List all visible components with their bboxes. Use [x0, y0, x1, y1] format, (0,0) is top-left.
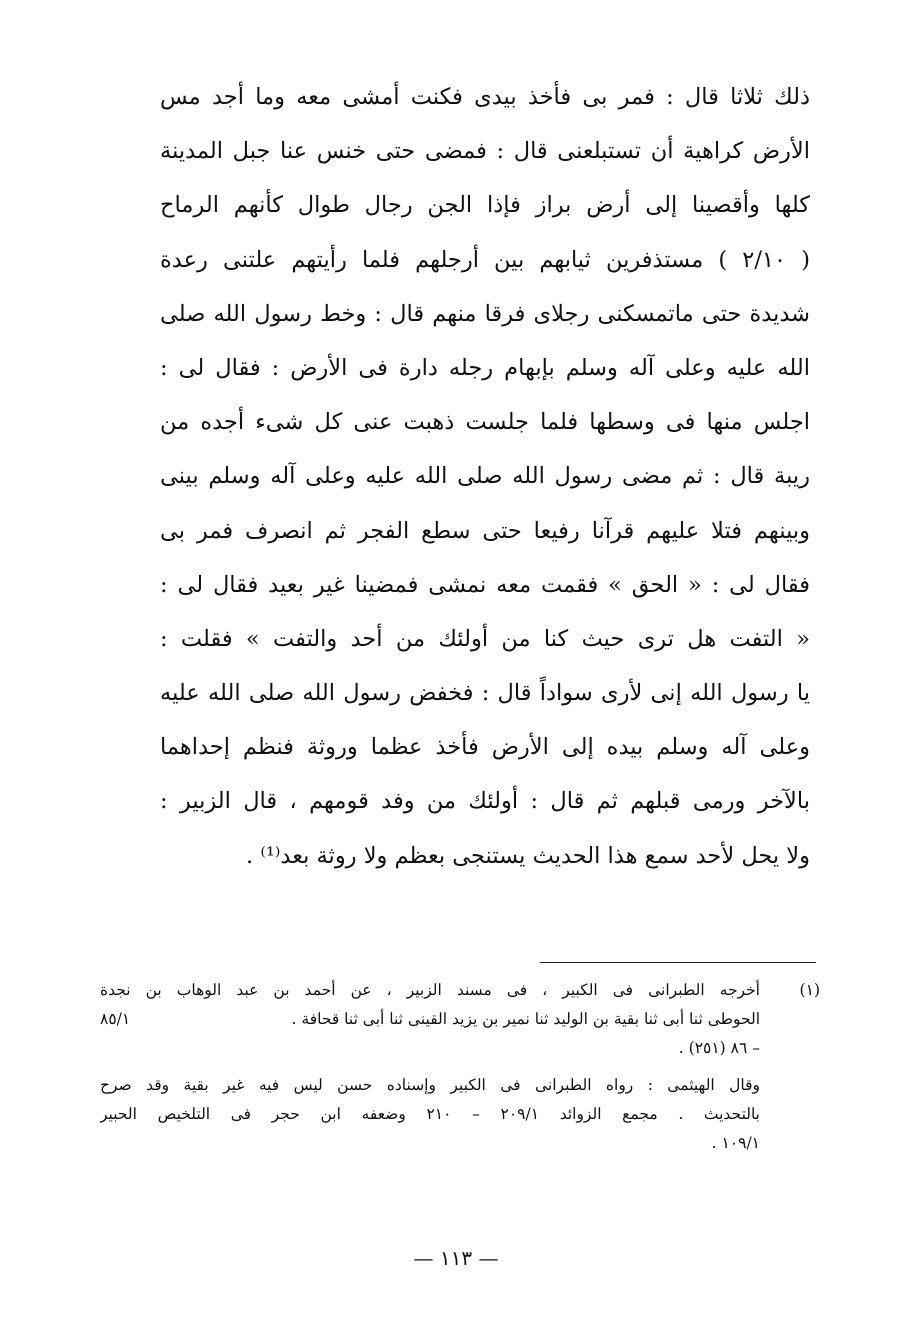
footnote-text: وقال الهيثمى : رواه الطبرانى فى الكبير وإسناده حسن ليس فيه غير بقية وقد صرح	[100, 1076, 760, 1094]
footnote-line	[100, 976, 820, 1005]
footnote-text: – ٨٦ (٢٥١) .	[678, 1039, 760, 1057]
footnote-line	[100, 1071, 820, 1100]
text-line: فقال لى : « الحق » فقمت معه نمشى فمضينا غير بعيد فقال لى :	[160, 571, 810, 598]
footnote-line	[100, 1100, 820, 1129]
text-line: ريبة قال : ثم مضى رسول الله صلى الله عليه وعلى آله وسلم بينى	[160, 463, 810, 490]
text-line: بالآخر ورمى قبلهم ثم قال : أولئك من وفد قومهم ، قال الزبير :	[160, 788, 810, 815]
text-line: وعلى آله وسلم بيده إلى الأرض فأخذ عظما وروثة فنظم إحداهما	[160, 734, 810, 761]
text-line: يا رسول الله إنى لأرى سواداً قال : فخفض رسول الله صلى الله عليه	[160, 680, 810, 707]
text-line: الله عليه وعلى آله وسلم بإبهام رجله دارة فى الأرض : فقال لى :	[160, 354, 810, 381]
footnote-line	[100, 1129, 820, 1158]
footnote-text: أخرجه الطبرانى فى الكبير ، فى مسند الزبير ، عن أحمد بن عبد الوهاب بن نجدة	[100, 981, 760, 999]
text-line: الأرض كراهية أن تستبلعنى قال : فمضى حتى خنس عنا جبل المدينة	[160, 138, 810, 165]
text-line: كلها وأقصينا إلى أرض براز فإذا الجن رجال طوال كأنهم الرماح	[160, 192, 810, 219]
footnote-text: بالتحديث . مجمع الزوائد ٢٠٩/١ – ٢١٠ وضعفه ابن حجر فى التلخيص الحبير	[100, 1105, 760, 1123]
text-line: ( ٢/١٠ ) مستذفرين ثيابهم بين أرجلهم فلما رأيتهم علتنى رعدة	[160, 246, 810, 273]
text-line: شديدة حتى ماتمسكنى رجلاى فرقا منهم قال : وخط رسول الله صلى	[160, 300, 810, 327]
page-number: — ١١٣ —	[413, 1246, 499, 1270]
footnote-line	[100, 1034, 820, 1063]
text-line: « التفت هل ترى حيث كنا من أولئك من أحد والتفت » فقلت :	[160, 625, 810, 652]
footnotes-block	[100, 976, 820, 1158]
text-line: ذلك ثلاثا قال : فمر بى فأخذ بيدى فكنت أمشى معه وما أجد مس	[160, 84, 810, 110]
footnote-page-ref: ٨٥/١	[100, 1010, 131, 1028]
main-text-block	[160, 70, 810, 883]
footnote-text: ١٠٩/١ .	[711, 1134, 760, 1152]
footnote-separator	[540, 962, 816, 963]
text-line: وبينهم فتلا عليهم قرآنا رفيعا حتى سطع الفجر ثم انصرف فمر بى	[160, 517, 810, 544]
footnote-marker: (١)	[799, 981, 820, 999]
text-line-last: ولا يحل لأحد سمع هذا الحديث يستنجى بعظم ولا روثة بعد⁽¹⁾ .	[246, 842, 810, 869]
footnote-text: الحوطى ثنا أبى ثنا بقية بن الوليد ثنا نمير بن يزيد القينى ثنا أبى ثنا قحافة .	[291, 1010, 760, 1028]
footnote-line	[100, 1005, 820, 1034]
text-line: اجلس منها فى وسطها فلما جلست ذهبت عنى كل شىء أجده من	[160, 409, 810, 436]
